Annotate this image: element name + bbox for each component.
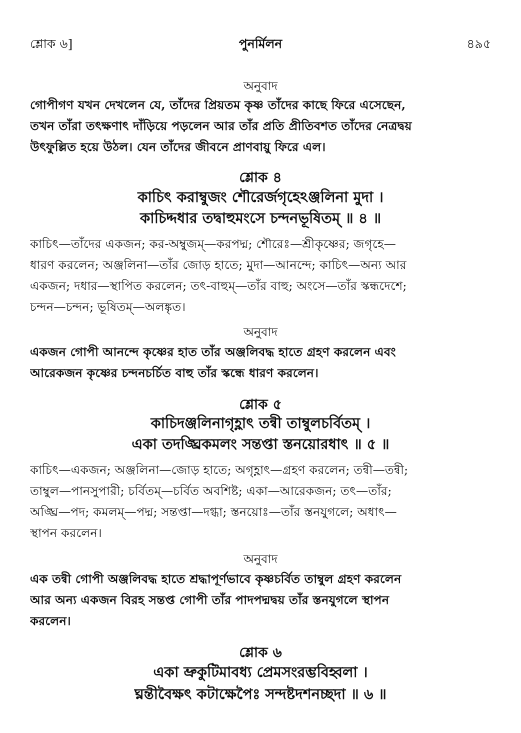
header-verse-ref: শ্লোক ৬] xyxy=(30,36,73,51)
sloka-verse-line: কাচিৎ করাম্বুজং শৌরের্জগৃহেঽঞ্জলিনা মুদা । xyxy=(137,189,384,206)
anubad-heading: অনুবাদ xyxy=(243,552,278,566)
sloka-title: শ্লোক ৪ xyxy=(239,170,282,186)
word-meaning-line: কাচিৎ—তাঁদের একজন; কর-অম্বুজম্—করপদ্ম; শৌরেঃ—শ্রীকৃষ্ণের; জগৃহে— xyxy=(30,237,396,251)
word-meaning-line: চন্দন—চন্দন; ভূষিতম্—অলঙ্কৃত। xyxy=(30,300,186,314)
translation-line: করলেন। xyxy=(30,614,71,628)
word-meaning-line: স্থাপন করলেন। xyxy=(30,526,102,540)
anubad-heading: অনুবাদ xyxy=(243,79,278,93)
translation-line: তখন তাঁরা তৎক্ষণাৎ দাঁড়িয়ে পড়লেন আর তাঁর প্রতি প্রীতিবশত তাঁদের নেত্রদ্বয় xyxy=(30,119,412,133)
sloka-verse-line: একা ভ্রুকুটিমাবধ্য প্রেমসংরম্ভবিহ্বলা । xyxy=(153,664,368,681)
translation-line: আর অন্য একজন বিরহ সন্তপ্ত গোপী তাঁর পাদপদ্মদ্বয় তাঁর স্তনযুগলে স্থাপন xyxy=(30,593,390,607)
header-chapter-title: পুনর্মিলন xyxy=(238,36,283,51)
anubad-heading: অনুবাদ xyxy=(243,325,278,339)
sloka-verse-line: কাচিদ্দধার তদ্বাহুমংসে চন্দনভূষিতম্ ॥ ৪ ॥ xyxy=(139,210,382,227)
word-meaning-line: ধারণ করলেন; অঞ্জলিনা—তাঁর জোড় হাতে; মুদা—আনন্দে; কাচিৎ—অন্য আর xyxy=(30,258,407,272)
word-meaning-line: তাম্বুল—পানসুপারী; চর্বিতম্—চর্বিত অবশিষ্ট; একা—আরেকজন; তৎ—তাঁর; xyxy=(30,484,392,498)
word-meaning-line: অঙ্ঘ্রি—পদ; কমলম্—পদ্ম; সন্তপ্তা—দগ্ধা; স্তনয়োঃ—তাঁর স্তনযুগলে; অধাৎ— xyxy=(30,505,397,519)
translation-line: আরেকজন কৃষ্ণের চন্দনচর্চিত বাহু তাঁর স্কন্ধে ধারণ করলেন। xyxy=(30,366,319,380)
sloka-verse-line: কাচিদঞ্জলিনাগৃহ্ণাৎ তন্বী তাম্বুলচর্বিতম্ । xyxy=(150,415,371,432)
header-page-number: ৪৯৫ xyxy=(466,36,491,51)
translation-line: এক তন্বী গোপী অঞ্জলিবদ্ধ হাতে শ্রদ্ধাপূর্ণভাবে কৃষ্ণচর্বিত তাম্বুল গ্রহণ করলেন xyxy=(30,572,402,586)
translation-line: একজন গোপী আনন্দে কৃষ্ণের হাত তাঁর অঞ্জলিবদ্ধ হাতে গ্রহণ করলেন এবং xyxy=(30,345,396,359)
translation-line: উৎফুল্লিত হয়ে উঠল। যেন তাঁদের জীবনে প্রাণবায়ু ফিরে এল। xyxy=(30,140,326,154)
translation-line: গোপীগণ যখন দেখলেন যে, তাঁদের প্রিয়তম কৃষ্ণ তাঁদের কাছে ফিরে এসেছেন, xyxy=(30,98,406,112)
sloka-verse-line: একা তদঙ্ঘ্রিকমলং সন্তপ্তা স্তনয়োরধাৎ ॥ ৫ ॥ xyxy=(131,436,390,453)
sloka-title: শ্লোক ৫ xyxy=(239,397,282,413)
word-meaning-line: কাচিৎ—একজন; অঞ্জলিনা—জোড় হাতে; অগৃহ্ণাৎ—গ্রহণ করলেন; তন্বী—তন্বী; xyxy=(30,463,409,477)
sloka-title: শ্লোক ৬ xyxy=(239,645,282,661)
sloka-verse-line: ঘ্নন্তীবৈক্ষৎ কটাক্ষেপৈঃ সন্দষ্টদশনচ্ছদা ॥ ৬ ॥ xyxy=(134,686,387,703)
word-meaning-line: একজন; দধার—স্থাপিত করলেন; তৎ-বাহুম্—তাঁর বাহু; অংসে—তাঁর স্কন্ধদেশে; xyxy=(30,279,407,293)
